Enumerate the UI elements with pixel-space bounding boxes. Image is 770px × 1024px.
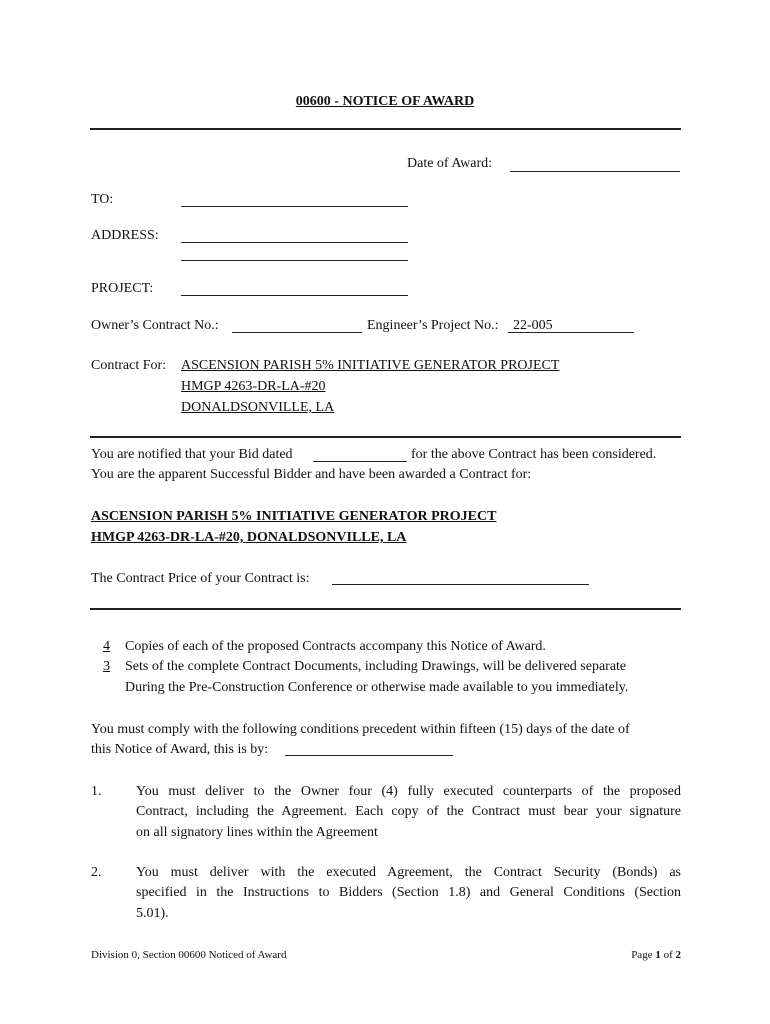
owner-contract-label: Owner’s Contract No.:	[91, 318, 219, 333]
contract-price-field[interactable]	[332, 584, 589, 585]
date-of-award-field[interactable]	[510, 171, 680, 172]
copies-count: 4	[103, 639, 110, 654]
title-divider	[90, 128, 681, 130]
engineer-project-label: Engineer’s Project No.:	[367, 318, 499, 333]
footer-page-label: Page	[631, 949, 653, 961]
award-project-line: ASCENSION PARISH 5% INITIATIVE GENERATOR PROJECT	[91, 509, 497, 524]
footer-page-current: 1	[655, 949, 661, 961]
contract-for-label: Contract For:	[91, 358, 167, 373]
sets-text-2: During the Pre-Construction Conference or otherwise made available to you immediately.	[125, 680, 629, 695]
footer-page-number	[631, 949, 681, 961]
notified-text-a: You are notified that your Bid dated	[91, 447, 293, 462]
footer-page-total: 2	[675, 949, 681, 961]
project-label: PROJECT:	[91, 281, 154, 296]
address-field-1[interactable]	[181, 242, 408, 243]
to-label: TO:	[91, 192, 114, 207]
comply-text-1: You must comply with the following conditions precedent within fifteen (15) days of the date of	[91, 722, 630, 737]
owner-contract-field[interactable]	[232, 332, 362, 333]
address-label: ADDRESS:	[91, 228, 159, 243]
notified-text-b: for the above Contract has been considered.	[411, 447, 657, 462]
sets-count: 3	[103, 659, 110, 674]
page-title: 00600 - NOTICE OF AWARD	[295, 94, 475, 109]
item-line: on all signatory lines within the Agreement	[136, 825, 378, 840]
item-number: 1.	[91, 784, 102, 799]
footer-division: Division 0, Section 00600 Noticed of Award	[91, 949, 287, 961]
item-line: 5.01).	[136, 906, 169, 921]
engineer-project-value: 22-005	[513, 318, 553, 333]
contract-for-line: DONALDSONVILLE, LA	[181, 400, 335, 415]
section-divider	[90, 436, 681, 438]
contract-for-line: HMGP 4263-DR-LA-#20	[181, 379, 326, 394]
comply-date-field[interactable]	[285, 755, 453, 756]
item-line: You must deliver to the Owner four (4) fully executed counterparts of the proposed	[136, 784, 681, 799]
sets-text-1: Sets of the complete Contract Documents, including Drawings, will be delivered separate	[125, 659, 627, 674]
section-divider	[90, 608, 681, 610]
address-field-2[interactable]	[181, 260, 408, 261]
date-of-award-label: Date of Award:	[407, 156, 493, 171]
comply-text-2: this Notice of Award, this is by:	[91, 742, 269, 757]
to-field[interactable]	[181, 206, 408, 207]
item-number: 2.	[91, 865, 102, 880]
item-line: You must deliver with the executed Agreement, the Contract Security (Bonds) as	[136, 865, 681, 880]
item-line: specified in the Instructions to Bidders (Section 1.8) and General Conditions (Section	[136, 885, 681, 900]
award-project-line: HMGP 4263-DR-LA-#20, DONALDSONVILLE, LA	[91, 530, 407, 545]
contract-for-line: ASCENSION PARISH 5% INITIATIVE GENERATOR PROJECT	[181, 358, 560, 373]
contract-price-label: The Contract Price of your Contract is:	[91, 571, 310, 586]
bid-date-field[interactable]	[313, 461, 407, 462]
copies-text: Copies of each of the proposed Contracts accompany this Notice of Award.	[125, 639, 546, 654]
notified-text-2: You are the apparent Successful Bidder and have been awarded a Contract for:	[91, 467, 532, 482]
item-line: Contract, including the Agreement. Each copy of the Contract must bear your signature	[136, 804, 681, 819]
footer-of: of	[663, 949, 673, 961]
project-field[interactable]	[181, 295, 408, 296]
